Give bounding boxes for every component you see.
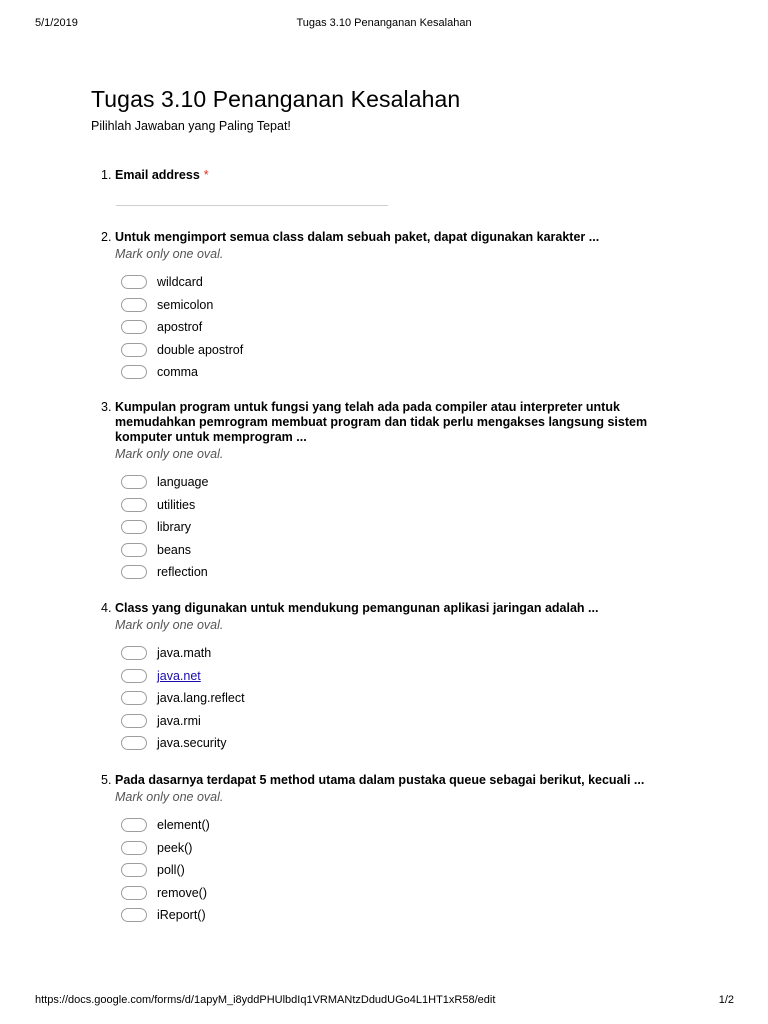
- option-label: java.math: [157, 646, 212, 661]
- radio-oval[interactable]: [121, 275, 147, 289]
- question-number: 1.: [101, 168, 112, 182]
- option-element[interactable]: [121, 814, 671, 837]
- option-label: double apostrof: [157, 342, 244, 357]
- question-number: 4.: [101, 601, 112, 615]
- option-java-net[interactable]: [121, 665, 671, 688]
- option-label: language: [157, 475, 209, 490]
- option-beans[interactable]: [121, 539, 666, 562]
- radio-oval[interactable]: [121, 818, 147, 832]
- option-label: iReport(): [157, 908, 206, 923]
- radio-oval[interactable]: [121, 520, 147, 534]
- option-reflection[interactable]: [121, 561, 666, 584]
- option-label: java.security: [157, 736, 227, 751]
- question-hint: Mark only one oval.: [115, 790, 224, 804]
- footer-page-number: 1/2: [718, 994, 734, 1006]
- radio-oval[interactable]: [121, 714, 147, 728]
- email-input-line[interactable]: [116, 205, 388, 206]
- radio-oval[interactable]: [121, 343, 147, 357]
- option-poll[interactable]: [121, 859, 671, 882]
- question-text: Kumpulan program untuk fungsi yang telah ada pada compiler atau interpreter untuk memudahkan pemrogram membuat program dan tidak perlu mengakses langsung sistem komputer untuk memprogram ...: [115, 400, 648, 444]
- option-label: java.lang.reflect: [157, 691, 245, 706]
- question-hint: Mark only one oval.: [115, 618, 224, 632]
- option-label: reflection: [157, 565, 208, 580]
- question-text: Class yang digunakan untuk mendukung pemangunan aplikasi jaringan adalah ...: [115, 601, 599, 615]
- radio-oval[interactable]: [121, 669, 147, 683]
- option-library[interactable]: [121, 516, 666, 539]
- option-remove[interactable]: [121, 882, 671, 905]
- option-label: apostrof: [157, 320, 203, 335]
- question-text: Email address: [115, 168, 200, 182]
- option-label: library: [157, 520, 192, 535]
- option-label-link[interactable]: java.net: [157, 668, 201, 683]
- print-doc-title: Tugas 3.10 Penanganan Kesalahan: [296, 17, 472, 29]
- radio-oval[interactable]: [121, 908, 147, 922]
- radio-oval[interactable]: [121, 365, 147, 379]
- option-ireport[interactable]: [121, 904, 671, 927]
- radio-oval[interactable]: [121, 691, 147, 705]
- radio-oval[interactable]: [121, 841, 147, 855]
- option-peek[interactable]: [121, 837, 671, 860]
- radio-oval[interactable]: [121, 543, 147, 557]
- form-title: Tugas 3.10 Penanganan Kesalahan: [91, 86, 461, 112]
- question-3: [101, 400, 666, 584]
- form-description: Pilihlah Jawaban yang Paling Tepat!: [91, 119, 291, 133]
- option-label: remove(): [157, 885, 208, 900]
- option-label: java.rmi: [157, 713, 201, 728]
- options-list: [121, 642, 671, 755]
- radio-oval[interactable]: [121, 863, 147, 877]
- question-1: [101, 168, 671, 183]
- radio-oval[interactable]: [121, 498, 147, 512]
- radio-oval[interactable]: [121, 565, 147, 579]
- options-list: [121, 271, 671, 384]
- option-label: semicolon: [157, 297, 214, 312]
- options-list: [121, 471, 666, 584]
- option-label: utilities: [157, 497, 196, 512]
- option-java-security[interactable]: [121, 732, 671, 755]
- option-wildcard[interactable]: [121, 271, 671, 294]
- question-number: 2.: [101, 230, 112, 244]
- question-5: [101, 773, 671, 927]
- option-double-apostrof[interactable]: [121, 339, 671, 362]
- option-label: wildcard: [157, 275, 203, 290]
- question-hint: Mark only one oval.: [115, 247, 224, 261]
- option-apostrof[interactable]: [121, 316, 671, 339]
- question-2: [101, 230, 671, 384]
- option-java-lang-reflect[interactable]: [121, 687, 671, 710]
- option-label: comma: [157, 365, 198, 380]
- option-label: peek(): [157, 840, 193, 855]
- option-utilities[interactable]: [121, 494, 666, 517]
- radio-oval[interactable]: [121, 298, 147, 312]
- option-comma[interactable]: [121, 361, 671, 384]
- required-asterisk: *: [203, 168, 209, 182]
- radio-oval[interactable]: [121, 736, 147, 750]
- option-label: element(): [157, 818, 210, 833]
- option-java-math[interactable]: [121, 642, 671, 665]
- question-hint: Mark only one oval.: [115, 447, 224, 461]
- footer-url: https://docs.google.com/forms/d/1apyM_i8yddPHUlbdIq1VRMANtzDdudUGo4L1HT1xR58/edit: [35, 994, 496, 1006]
- option-label: beans: [157, 542, 192, 557]
- question-number: 5.: [101, 773, 112, 787]
- question-4: [101, 601, 671, 755]
- question-text: Untuk mengimport semua class dalam sebuah paket, dapat digunakan karakter ...: [115, 230, 600, 244]
- option-java-rmi[interactable]: [121, 710, 671, 733]
- option-semicolon[interactable]: [121, 294, 671, 317]
- question-text: Pada dasarnya terdapat 5 method utama dalam pustaka queue sebagai berikut, kecuali ...: [115, 773, 645, 787]
- radio-oval[interactable]: [121, 646, 147, 660]
- print-date: 5/1/2019: [35, 17, 78, 29]
- radio-oval[interactable]: [121, 320, 147, 334]
- option-label: poll(): [157, 863, 185, 878]
- question-number: 3.: [101, 400, 112, 414]
- options-list: [121, 814, 671, 927]
- radio-oval[interactable]: [121, 886, 147, 900]
- radio-oval[interactable]: [121, 475, 147, 489]
- option-language[interactable]: [121, 471, 666, 494]
